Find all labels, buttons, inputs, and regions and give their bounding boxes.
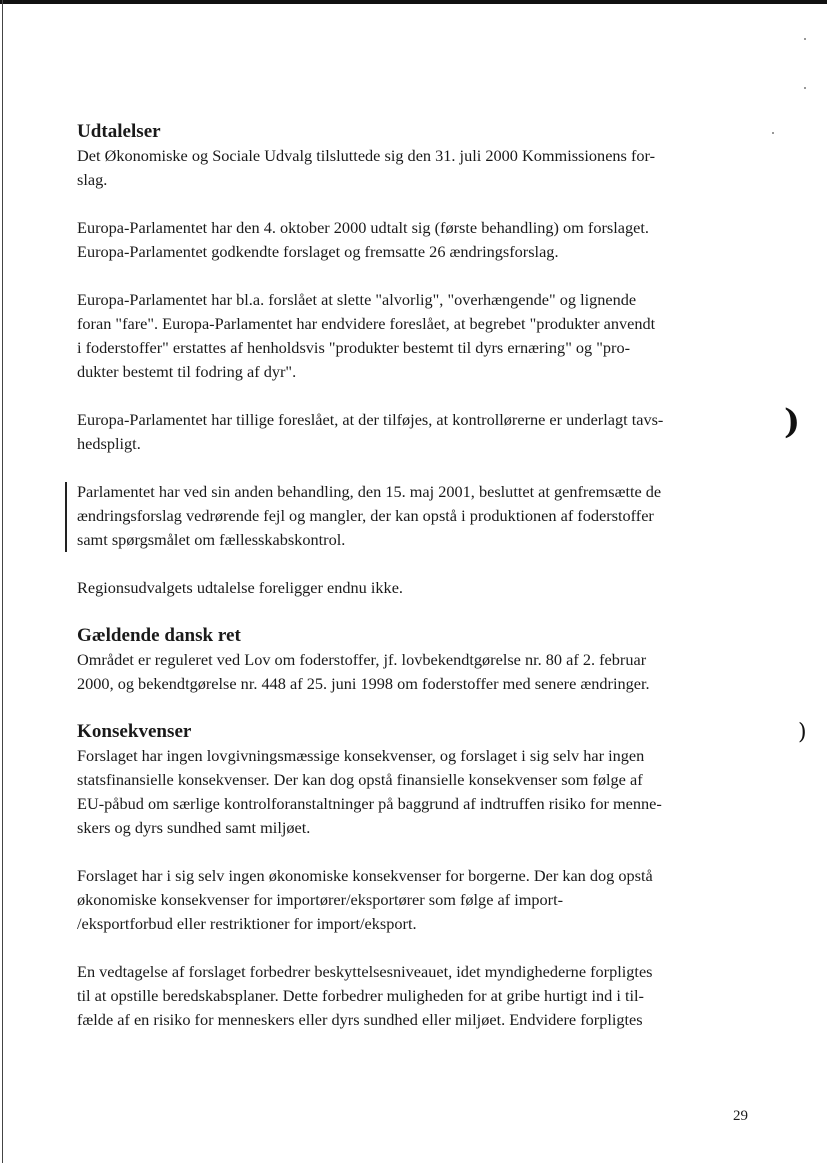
text-line: til at opstille beredskabsplaner. Dette forbedrer muligheden for at gribe hurtigt ind i til- [77,986,644,1005]
text-line: dukter bestemt til fodring af dyr". [77,362,297,381]
text-line: Regionsudvalgets udtalelse foreligger endnu ikke. [77,578,403,597]
document-body [77,120,757,1056]
paragraph [77,960,757,1032]
text-line: økonomiske konsekvenser for importører/eksportører som følge af import- [77,890,564,909]
text-line: Europa-Parlamentet har tillige foreslået, at der tilføjes, at kontrollørerne er underlagt tavs- [77,410,664,429]
page-edge [2,0,3,1163]
paragraph [77,648,757,696]
section-heading-gaeldende-dansk-ret: Gældende dansk ret [77,625,241,646]
text-line: Det Økonomiske og Sociale Udvalg tilsluttede sig den 31. juli 2000 Kommissionens for- [77,146,656,165]
paragraph [77,216,757,264]
text-line: fælde af en risiko for menneskers eller dyrs sundhed eller miljøet. Endvidere forpligtes [77,1010,643,1029]
paragraph [77,408,757,456]
scan-speck [804,87,806,89]
text-line: 2000, og bekendtgørelse nr. 448 af 25. juni 1998 om foderstoffer med senere ændringer. [77,674,650,693]
text-line: hedspligt. [77,434,141,453]
change-bar [65,482,67,552]
paragraph-marked [77,480,757,552]
top-border [0,0,827,4]
paragraph [77,144,757,192]
paragraph [77,864,757,936]
page-number: 29 [733,1108,748,1124]
text-line: EU-påbud om særlige kontrolforanstaltninger på baggrund af indtruffen risiko for menne- [77,794,662,813]
text-line: i foderstoffer" erstattes af henholdsvis "produkter bestemt til dyrs ernæring" og "pro- [77,338,631,357]
margin-bracket-mark: ) [798,720,807,745]
text-line: skers og dyrs sundhed samt miljøet. [77,818,311,837]
text-line: Parlamentet har ved sin anden behandling, den 15. maj 2001, besluttet at genfremsætte de [77,482,662,501]
text-line: /eksportforbud eller restriktioner for import/eksport. [77,914,417,933]
section-heading-konsekvenser: Konsekvenser [77,721,192,742]
text-line: foran "fare". Europa-Parlamentet har endvidere foreslået, at begrebet "produkter anvendt [77,314,656,333]
text-line: En vedtagelse af forslaget forbedrer beskyttelsesniveauet, idet myndighederne forpligtes [77,962,653,981]
text-line: Området er reguleret ved Lov om foderstoffer, jf. lovbekendtgørelse nr. 80 af 2. februar [77,650,647,669]
scan-speck [804,38,806,40]
margin-bracket-mark: ) [784,402,801,442]
paragraph [77,288,757,384]
text-line: Forslaget har i sig selv ingen økonomiske konsekvenser for borgerne. Der kan dog opstå [77,866,653,885]
text-line: samt spørgsmålet om fællesskabskontrol. [77,530,346,549]
text-line: Europa-Parlamentet har bl.a. forslået at slette "alvorlig", "overhængende" og lignende [77,290,637,309]
paragraph [77,744,757,840]
section-heading-udtalelser: Udtalelser [77,121,161,142]
text-line: Europa-Parlamentet har den 4. oktober 2000 udtalt sig (første behandling) om forslaget. [77,218,649,237]
text-line: Forslaget har ingen lovgivningsmæssige konsekvenser, og forslaget i sig selv har ingen [77,746,645,765]
text-line: ændringsforslag vedrørende fejl og mangler, der kan opstå i produktionen af foderstoffer [77,506,654,525]
text-line: slag. [77,170,108,189]
paragraph [77,576,757,600]
text-line: statsfinansielle konsekvenser. Der kan dog opstå finansielle konsekvenser som følge af [77,770,643,789]
scan-speck [772,132,774,134]
text-line: Europa-Parlamentet godkendte forslaget og fremsatte 26 ændringsforslag. [77,242,559,261]
